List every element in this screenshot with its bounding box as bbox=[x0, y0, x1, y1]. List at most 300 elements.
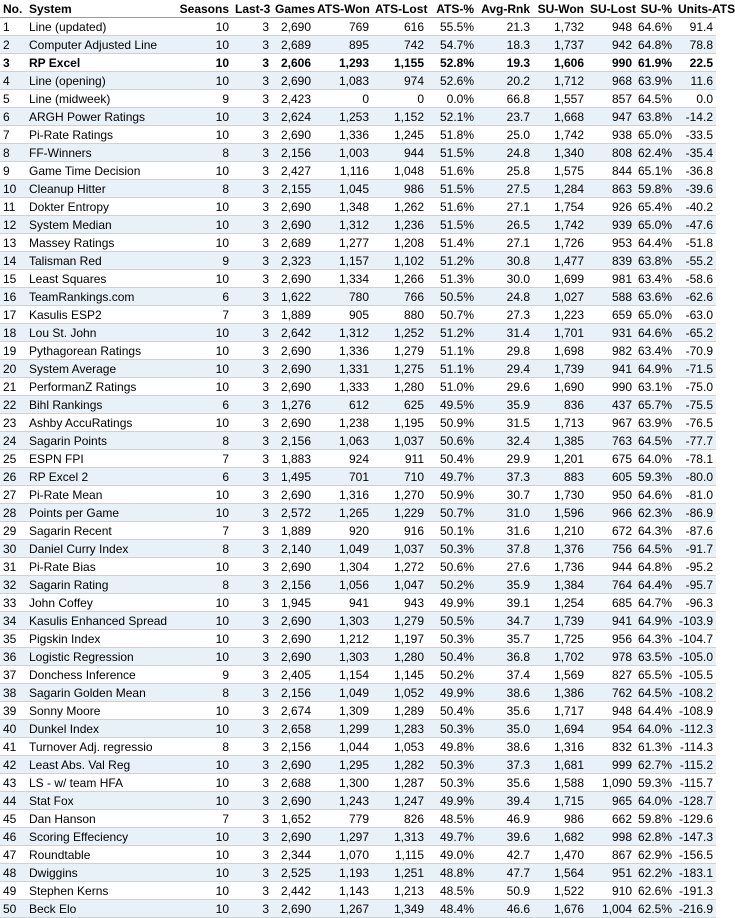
games-cell: 2,690 bbox=[272, 72, 314, 90]
system-name-cell: Lou St. John bbox=[26, 324, 176, 342]
system-name-cell: Pi-Rate Mean bbox=[26, 486, 176, 504]
system-name-cell: Dunkel Index bbox=[26, 720, 176, 738]
su-pct-cell: 64.5% bbox=[635, 432, 675, 450]
avg-rnk-cell: 31.4 bbox=[477, 324, 533, 342]
table-row bbox=[0, 180, 716, 198]
ats-pct-cell: 51.4% bbox=[427, 234, 477, 252]
last-3-cell: 3 bbox=[232, 540, 272, 558]
rank-cell: 16 bbox=[0, 288, 26, 306]
ats-pct-cell: 51.5% bbox=[427, 180, 477, 198]
games-cell: 2,690 bbox=[272, 630, 314, 648]
ats-pct-cell: 52.6% bbox=[427, 72, 477, 90]
ats-lost-cell: 766 bbox=[372, 288, 427, 306]
units-ats-cell: -87.6 bbox=[675, 522, 716, 540]
su-lost-cell: 764 bbox=[587, 576, 635, 594]
su-pct-cell: 65.0% bbox=[635, 306, 675, 324]
ats-won-cell: 1,316 bbox=[314, 486, 372, 504]
ats-lost-cell: 1,252 bbox=[372, 324, 427, 342]
system-name-cell: RP Excel bbox=[26, 54, 176, 72]
table-row bbox=[0, 828, 716, 846]
su-pct-cell: 59.3% bbox=[635, 468, 675, 486]
ats-lost-cell: 1,102 bbox=[372, 252, 427, 270]
su-pct-cell: 65.5% bbox=[635, 666, 675, 684]
su-lost-cell: 948 bbox=[587, 702, 635, 720]
table-row bbox=[0, 324, 716, 342]
ats-lost-cell: 986 bbox=[372, 180, 427, 198]
ats-lost-cell: 1,282 bbox=[372, 756, 427, 774]
system-name-cell: ARGH Power Ratings bbox=[26, 108, 176, 126]
last-3-cell: 3 bbox=[232, 396, 272, 414]
table-row bbox=[0, 342, 716, 360]
seasons-cell: 10 bbox=[176, 18, 232, 36]
system-name-cell: FF-Winners bbox=[26, 144, 176, 162]
su-won-cell: 1,730 bbox=[533, 486, 587, 504]
table-row bbox=[0, 234, 716, 252]
header-row bbox=[0, 0, 716, 18]
rank-cell: 18 bbox=[0, 324, 26, 342]
table-row bbox=[0, 522, 716, 540]
rank-cell: 15 bbox=[0, 270, 26, 288]
su-won-cell: 1,742 bbox=[533, 216, 587, 234]
avg-rnk-cell: 35.6 bbox=[477, 774, 533, 792]
su-lost-cell: 839 bbox=[587, 252, 635, 270]
games-cell: 2,624 bbox=[272, 108, 314, 126]
ats-won-cell: 1,265 bbox=[314, 504, 372, 522]
avg-rnk-cell: 24.8 bbox=[477, 288, 533, 306]
table-row bbox=[0, 576, 716, 594]
system-name-cell: Game Time Decision bbox=[26, 162, 176, 180]
header-su-pct: SU-% bbox=[635, 0, 675, 18]
su-won-cell: 883 bbox=[533, 468, 587, 486]
games-cell: 2,690 bbox=[272, 612, 314, 630]
table-row bbox=[0, 558, 716, 576]
su-lost-cell: 978 bbox=[587, 648, 635, 666]
seasons-cell: 10 bbox=[176, 594, 232, 612]
table-row bbox=[0, 540, 716, 558]
last-3-cell: 3 bbox=[232, 810, 272, 828]
avg-rnk-cell: 27.5 bbox=[477, 180, 533, 198]
ats-pct-cell: 50.9% bbox=[427, 414, 477, 432]
seasons-cell: 10 bbox=[176, 108, 232, 126]
rank-cell: 47 bbox=[0, 846, 26, 864]
games-cell: 2,690 bbox=[272, 648, 314, 666]
last-3-cell: 3 bbox=[232, 882, 272, 900]
su-won-cell: 1,201 bbox=[533, 450, 587, 468]
ats-won-cell: 780 bbox=[314, 288, 372, 306]
su-won-cell: 1,736 bbox=[533, 558, 587, 576]
ats-won-cell: 895 bbox=[314, 36, 372, 54]
games-cell: 2,690 bbox=[272, 126, 314, 144]
ats-lost-cell: 1,213 bbox=[372, 882, 427, 900]
su-lost-cell: 951 bbox=[587, 864, 635, 882]
units-ats-cell: -55.2 bbox=[675, 252, 716, 270]
last-3-cell: 3 bbox=[232, 126, 272, 144]
su-won-cell: 1,694 bbox=[533, 720, 587, 738]
seasons-cell: 10 bbox=[176, 882, 232, 900]
su-lost-cell: 844 bbox=[587, 162, 635, 180]
su-lost-cell: 1,004 bbox=[587, 900, 635, 918]
ats-won-cell: 1,157 bbox=[314, 252, 372, 270]
header-ats-lost: ATS-Lost bbox=[372, 0, 427, 18]
su-lost-cell: 998 bbox=[587, 828, 635, 846]
ats-won-cell: 1,253 bbox=[314, 108, 372, 126]
su-lost-cell: 968 bbox=[587, 72, 635, 90]
games-cell: 2,525 bbox=[272, 864, 314, 882]
seasons-cell: 8 bbox=[176, 738, 232, 756]
su-won-cell: 1,386 bbox=[533, 684, 587, 702]
rank-cell: 30 bbox=[0, 540, 26, 558]
ats-lost-cell: 826 bbox=[372, 810, 427, 828]
avg-rnk-cell: 35.0 bbox=[477, 720, 533, 738]
su-won-cell: 986 bbox=[533, 810, 587, 828]
system-name-cell: Dan Hanson bbox=[26, 810, 176, 828]
last-3-cell: 3 bbox=[232, 684, 272, 702]
avg-rnk-cell: 38.6 bbox=[477, 684, 533, 702]
ats-won-cell: 1,243 bbox=[314, 792, 372, 810]
last-3-cell: 3 bbox=[232, 270, 272, 288]
seasons-cell: 7 bbox=[176, 306, 232, 324]
seasons-cell: 10 bbox=[176, 54, 232, 72]
rank-cell: 3 bbox=[0, 54, 26, 72]
header-system: System bbox=[26, 0, 176, 18]
ats-pct-cell: 50.9% bbox=[427, 486, 477, 504]
avg-rnk-cell: 31.6 bbox=[477, 522, 533, 540]
ats-lost-cell: 1,280 bbox=[372, 648, 427, 666]
last-3-cell: 3 bbox=[232, 18, 272, 36]
seasons-cell: 9 bbox=[176, 90, 232, 108]
su-won-cell: 1,564 bbox=[533, 864, 587, 882]
su-pct-cell: 62.7% bbox=[635, 756, 675, 774]
seasons-cell: 8 bbox=[176, 684, 232, 702]
ats-pct-cell: 48.4% bbox=[427, 900, 477, 918]
system-name-cell: Dokter Entropy bbox=[26, 198, 176, 216]
games-cell: 1,622 bbox=[272, 288, 314, 306]
units-ats-cell: -78.1 bbox=[675, 450, 716, 468]
seasons-cell: 10 bbox=[176, 864, 232, 882]
su-pct-cell: 64.5% bbox=[635, 684, 675, 702]
ats-lost-cell: 1,289 bbox=[372, 702, 427, 720]
table-row bbox=[0, 360, 716, 378]
table-row bbox=[0, 864, 716, 882]
ats-lost-cell: 1,247 bbox=[372, 792, 427, 810]
games-cell: 2,690 bbox=[272, 756, 314, 774]
last-3-cell: 3 bbox=[232, 72, 272, 90]
avg-rnk-cell: 31.0 bbox=[477, 504, 533, 522]
units-ats-cell: -39.6 bbox=[675, 180, 716, 198]
units-ats-cell: 91.4 bbox=[675, 18, 716, 36]
seasons-cell: 10 bbox=[176, 360, 232, 378]
ats-won-cell: 1,212 bbox=[314, 630, 372, 648]
avg-rnk-cell: 21.3 bbox=[477, 18, 533, 36]
ats-lost-cell: 1,037 bbox=[372, 432, 427, 450]
last-3-cell: 3 bbox=[232, 594, 272, 612]
su-pct-cell: 64.4% bbox=[635, 234, 675, 252]
games-cell: 2,689 bbox=[272, 234, 314, 252]
su-lost-cell: 857 bbox=[587, 90, 635, 108]
system-name-cell: Massey Ratings bbox=[26, 234, 176, 252]
games-cell: 1,495 bbox=[272, 468, 314, 486]
rank-cell: 40 bbox=[0, 720, 26, 738]
ats-won-cell: 1,154 bbox=[314, 666, 372, 684]
units-ats-cell: -183.1 bbox=[675, 864, 716, 882]
system-name-cell: Least Squares bbox=[26, 270, 176, 288]
last-3-cell: 3 bbox=[232, 360, 272, 378]
su-pct-cell: 59.8% bbox=[635, 180, 675, 198]
last-3-cell: 3 bbox=[232, 288, 272, 306]
header-su-lost: SU-Lost bbox=[587, 0, 635, 18]
units-ats-cell: -104.7 bbox=[675, 630, 716, 648]
ats-pct-cell: 48.5% bbox=[427, 882, 477, 900]
rank-cell: 33 bbox=[0, 594, 26, 612]
su-lost-cell: 956 bbox=[587, 630, 635, 648]
avg-rnk-cell: 27.6 bbox=[477, 558, 533, 576]
games-cell: 2,690 bbox=[272, 342, 314, 360]
system-name-cell: Stephen Kerns bbox=[26, 882, 176, 900]
header-su-won: SU-Won bbox=[533, 0, 587, 18]
su-won-cell: 1,690 bbox=[533, 378, 587, 396]
games-cell: 2,156 bbox=[272, 576, 314, 594]
su-lost-cell: 605 bbox=[587, 468, 635, 486]
last-3-cell: 3 bbox=[232, 450, 272, 468]
seasons-cell: 10 bbox=[176, 702, 232, 720]
last-3-cell: 3 bbox=[232, 720, 272, 738]
ats-lost-cell: 1,052 bbox=[372, 684, 427, 702]
avg-rnk-cell: 66.8 bbox=[477, 90, 533, 108]
su-won-cell: 1,557 bbox=[533, 90, 587, 108]
su-lost-cell: 763 bbox=[587, 432, 635, 450]
games-cell: 2,689 bbox=[272, 36, 314, 54]
table-row bbox=[0, 396, 716, 414]
units-ats-cell: 78.8 bbox=[675, 36, 716, 54]
system-name-cell: Least Abs. Val Reg bbox=[26, 756, 176, 774]
su-pct-cell: 64.0% bbox=[635, 450, 675, 468]
table-body bbox=[0, 18, 716, 918]
games-cell: 2,642 bbox=[272, 324, 314, 342]
su-pct-cell: 62.4% bbox=[635, 144, 675, 162]
system-name-cell: Dwiggins bbox=[26, 864, 176, 882]
ats-pct-cell: 49.8% bbox=[427, 738, 477, 756]
units-ats-cell: -105.0 bbox=[675, 648, 716, 666]
rank-cell: 17 bbox=[0, 306, 26, 324]
su-pct-cell: 64.5% bbox=[635, 90, 675, 108]
su-pct-cell: 65.4% bbox=[635, 198, 675, 216]
seasons-cell: 10 bbox=[176, 36, 232, 54]
table-row bbox=[0, 774, 716, 792]
games-cell: 2,688 bbox=[272, 774, 314, 792]
ats-pct-cell: 49.0% bbox=[427, 846, 477, 864]
ats-lost-cell: 1,279 bbox=[372, 612, 427, 630]
units-ats-cell: -128.7 bbox=[675, 792, 716, 810]
su-pct-cell: 63.5% bbox=[635, 648, 675, 666]
ats-won-cell: 769 bbox=[314, 18, 372, 36]
ats-pct-cell: 50.3% bbox=[427, 756, 477, 774]
ats-lost-cell: 1,313 bbox=[372, 828, 427, 846]
units-ats-cell: -108.2 bbox=[675, 684, 716, 702]
units-ats-cell: -147.3 bbox=[675, 828, 716, 846]
games-cell: 2,442 bbox=[272, 882, 314, 900]
su-pct-cell: 64.0% bbox=[635, 720, 675, 738]
system-name-cell: System Average bbox=[26, 360, 176, 378]
su-pct-cell: 59.8% bbox=[635, 810, 675, 828]
ats-won-cell: 1,277 bbox=[314, 234, 372, 252]
system-name-cell: Stat Fox bbox=[26, 792, 176, 810]
su-won-cell: 1,725 bbox=[533, 630, 587, 648]
last-3-cell: 3 bbox=[232, 306, 272, 324]
ats-lost-cell: 1,145 bbox=[372, 666, 427, 684]
su-won-cell: 1,681 bbox=[533, 756, 587, 774]
games-cell: 2,690 bbox=[272, 558, 314, 576]
table-row bbox=[0, 468, 716, 486]
su-won-cell: 1,737 bbox=[533, 36, 587, 54]
ats-lost-cell: 1,272 bbox=[372, 558, 427, 576]
ats-lost-cell: 1,115 bbox=[372, 846, 427, 864]
ats-won-cell: 1,300 bbox=[314, 774, 372, 792]
units-ats-cell: -91.7 bbox=[675, 540, 716, 558]
ats-won-cell: 1,297 bbox=[314, 828, 372, 846]
seasons-cell: 8 bbox=[176, 576, 232, 594]
ats-pct-cell: 48.8% bbox=[427, 864, 477, 882]
units-ats-cell: -47.6 bbox=[675, 216, 716, 234]
su-lost-cell: 939 bbox=[587, 216, 635, 234]
ats-won-cell: 1,336 bbox=[314, 126, 372, 144]
ats-lost-cell: 1,245 bbox=[372, 126, 427, 144]
su-lost-cell: 756 bbox=[587, 540, 635, 558]
system-name-cell: ESPN FPI bbox=[26, 450, 176, 468]
header-avg-rnk: Avg-Rnk bbox=[477, 0, 533, 18]
games-cell: 2,674 bbox=[272, 702, 314, 720]
games-cell: 2,156 bbox=[272, 738, 314, 756]
su-lost-cell: 938 bbox=[587, 126, 635, 144]
su-pct-cell: 62.8% bbox=[635, 828, 675, 846]
games-cell: 2,155 bbox=[272, 180, 314, 198]
units-ats-cell: -86.9 bbox=[675, 504, 716, 522]
su-pct-cell: 61.3% bbox=[635, 738, 675, 756]
ats-won-cell: 1,336 bbox=[314, 342, 372, 360]
last-3-cell: 3 bbox=[232, 774, 272, 792]
avg-rnk-cell: 37.3 bbox=[477, 756, 533, 774]
su-pct-cell: 64.3% bbox=[635, 630, 675, 648]
su-lost-cell: 1,090 bbox=[587, 774, 635, 792]
seasons-cell: 10 bbox=[176, 378, 232, 396]
ats-won-cell: 1,299 bbox=[314, 720, 372, 738]
seasons-cell: 10 bbox=[176, 486, 232, 504]
ats-won-cell: 1,293 bbox=[314, 54, 372, 72]
last-3-cell: 3 bbox=[232, 558, 272, 576]
units-ats-cell: -95.7 bbox=[675, 576, 716, 594]
last-3-cell: 3 bbox=[232, 756, 272, 774]
rank-cell: 32 bbox=[0, 576, 26, 594]
su-won-cell: 1,340 bbox=[533, 144, 587, 162]
last-3-cell: 3 bbox=[232, 612, 272, 630]
su-lost-cell: 827 bbox=[587, 666, 635, 684]
su-pct-cell: 59.3% bbox=[635, 774, 675, 792]
su-won-cell: 1,682 bbox=[533, 828, 587, 846]
avg-rnk-cell: 35.9 bbox=[477, 576, 533, 594]
ats-pct-cell: 50.7% bbox=[427, 504, 477, 522]
system-name-cell: Ashby AccuRatings bbox=[26, 414, 176, 432]
units-ats-cell: -63.0 bbox=[675, 306, 716, 324]
su-won-cell: 1,739 bbox=[533, 612, 587, 630]
rank-cell: 35 bbox=[0, 630, 26, 648]
avg-rnk-cell: 47.7 bbox=[477, 864, 533, 882]
su-won-cell: 1,715 bbox=[533, 792, 587, 810]
table-row bbox=[0, 216, 716, 234]
su-pct-cell: 64.7% bbox=[635, 594, 675, 612]
su-lost-cell: 944 bbox=[587, 558, 635, 576]
units-ats-cell: 22.5 bbox=[675, 54, 716, 72]
su-lost-cell: 867 bbox=[587, 846, 635, 864]
avg-rnk-cell: 46.9 bbox=[477, 810, 533, 828]
ats-pct-cell: 48.5% bbox=[427, 810, 477, 828]
rank-cell: 13 bbox=[0, 234, 26, 252]
last-3-cell: 3 bbox=[232, 90, 272, 108]
table-row bbox=[0, 414, 716, 432]
su-won-cell: 1,575 bbox=[533, 162, 587, 180]
ats-pct-cell: 50.5% bbox=[427, 288, 477, 306]
su-won-cell: 1,742 bbox=[533, 126, 587, 144]
ats-won-cell: 941 bbox=[314, 594, 372, 612]
units-ats-cell: -103.9 bbox=[675, 612, 716, 630]
ats-pct-cell: 49.9% bbox=[427, 594, 477, 612]
rank-cell: 37 bbox=[0, 666, 26, 684]
ats-lost-cell: 1,287 bbox=[372, 774, 427, 792]
su-pct-cell: 62.9% bbox=[635, 846, 675, 864]
games-cell: 2,690 bbox=[272, 792, 314, 810]
seasons-cell: 6 bbox=[176, 288, 232, 306]
rank-cell: 6 bbox=[0, 108, 26, 126]
last-3-cell: 3 bbox=[232, 702, 272, 720]
ats-won-cell: 1,070 bbox=[314, 846, 372, 864]
games-cell: 1,276 bbox=[272, 396, 314, 414]
avg-rnk-cell: 36.8 bbox=[477, 648, 533, 666]
system-name-cell: Line (opening) bbox=[26, 72, 176, 90]
su-pct-cell: 64.0% bbox=[635, 792, 675, 810]
ats-pct-cell: 51.3% bbox=[427, 270, 477, 288]
units-ats-cell: 0.0 bbox=[675, 90, 716, 108]
games-cell: 1,883 bbox=[272, 450, 314, 468]
ats-won-cell: 1,003 bbox=[314, 144, 372, 162]
su-lost-cell: 954 bbox=[587, 720, 635, 738]
rank-cell: 28 bbox=[0, 504, 26, 522]
su-lost-cell: 863 bbox=[587, 180, 635, 198]
units-ats-cell: -95.2 bbox=[675, 558, 716, 576]
seasons-cell: 10 bbox=[176, 270, 232, 288]
seasons-cell: 10 bbox=[176, 900, 232, 918]
ats-pct-cell: 50.3% bbox=[427, 630, 477, 648]
su-won-cell: 1,385 bbox=[533, 432, 587, 450]
table-row bbox=[0, 198, 716, 216]
rank-cell: 46 bbox=[0, 828, 26, 846]
units-ats-cell: -81.0 bbox=[675, 486, 716, 504]
rank-cell: 12 bbox=[0, 216, 26, 234]
ats-pct-cell: 50.2% bbox=[427, 576, 477, 594]
rank-cell: 45 bbox=[0, 810, 26, 828]
su-lost-cell: 685 bbox=[587, 594, 635, 612]
su-pct-cell: 65.0% bbox=[635, 216, 675, 234]
table-row bbox=[0, 378, 716, 396]
seasons-cell: 10 bbox=[176, 756, 232, 774]
seasons-cell: 10 bbox=[176, 162, 232, 180]
ats-pct-cell: 51.0% bbox=[427, 378, 477, 396]
ats-pct-cell: 49.5% bbox=[427, 396, 477, 414]
seasons-cell: 10 bbox=[176, 126, 232, 144]
ats-won-cell: 905 bbox=[314, 306, 372, 324]
games-cell: 2,156 bbox=[272, 684, 314, 702]
seasons-cell: 10 bbox=[176, 324, 232, 342]
avg-rnk-cell: 39.1 bbox=[477, 594, 533, 612]
su-lost-cell: 947 bbox=[587, 108, 635, 126]
rank-cell: 26 bbox=[0, 468, 26, 486]
